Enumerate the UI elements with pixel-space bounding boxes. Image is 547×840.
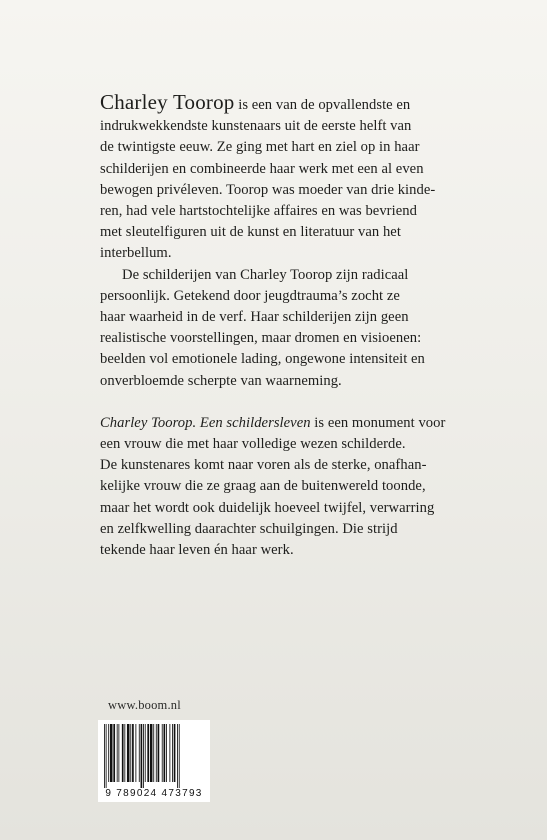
paintings-line-3: haar waarheid in de verf. Haar schilderijen zijn geen bbox=[100, 309, 409, 326]
back-cover-blurb bbox=[100, 92, 460, 561]
paintings-line-5: beelden vol emotionele lading, ongewone intensiteit en bbox=[100, 351, 425, 368]
book-line-6: en zelfkwelling daarachter schuilgingen. Die strijd bbox=[100, 520, 398, 537]
paintings-line-1: De schilderijen van Charley Toorop zijn radicaal bbox=[122, 266, 409, 283]
isbn-barcode bbox=[98, 720, 210, 802]
book-title: Charley Toorop. Een schildersleven bbox=[100, 414, 311, 431]
paintings-line-4: realistische voorstellingen, maar dromen en visioenen: bbox=[100, 330, 422, 347]
author-name-lead: Charley Toorop bbox=[100, 90, 235, 114]
barcode-bars-icon bbox=[102, 724, 206, 788]
intro-line-4: schilderijen en combineerde haar werk met een al even bbox=[100, 160, 424, 177]
intro-line-7: met sleutelfiguren uit de kunst en literatuur van het bbox=[100, 224, 401, 241]
intro-line-6: ren, had vele hartstochtelijke affaires en was bevriend bbox=[100, 203, 417, 220]
paintings-line-2: persoonlijk. Getekend door jeugdtrauma’s zocht ze bbox=[100, 287, 400, 304]
paragraph-intro bbox=[100, 92, 460, 265]
book-first-line bbox=[100, 413, 460, 434]
intro-line-2: indrukwekkendste kunstenaars uit de eerste helft van bbox=[100, 118, 412, 135]
book-line-2: een vrouw die met haar volledige wezen schilderde. bbox=[100, 436, 406, 453]
intro-line-8: interbellum. bbox=[100, 245, 172, 262]
intro-line-5: bewogen privéleven. Toorop was moeder van drie kinde- bbox=[100, 181, 436, 198]
book-line-5: maar het wordt ook duidelijk hoeveel twijfel, verwarring bbox=[100, 499, 435, 516]
publisher-url: www.boom.nl bbox=[108, 698, 181, 712]
book-line-4: kelijke vrouw die ze graag aan de buitenwereld toonde, bbox=[100, 478, 426, 495]
book-line-1: is een monument voor bbox=[310, 414, 446, 431]
intro-line-1: is een van de opvallendste en bbox=[234, 97, 411, 113]
book-line-3: De kunstenares komt naar voren als de sterke, onafhan- bbox=[100, 457, 427, 474]
paragraph-paintings bbox=[100, 265, 460, 392]
book-line-7: tekende haar leven én haar werk. bbox=[100, 542, 294, 559]
isbn-digits: 9 789024 473793 bbox=[105, 788, 203, 799]
intro-line-3: de twintigste eeuw. Ze ging met hart en ziel op in haar bbox=[100, 139, 420, 156]
paragraph-book bbox=[100, 413, 460, 561]
intro-first-line bbox=[100, 92, 460, 116]
paintings-line-6: onverbloemde scherpte van waarneming. bbox=[100, 372, 342, 389]
